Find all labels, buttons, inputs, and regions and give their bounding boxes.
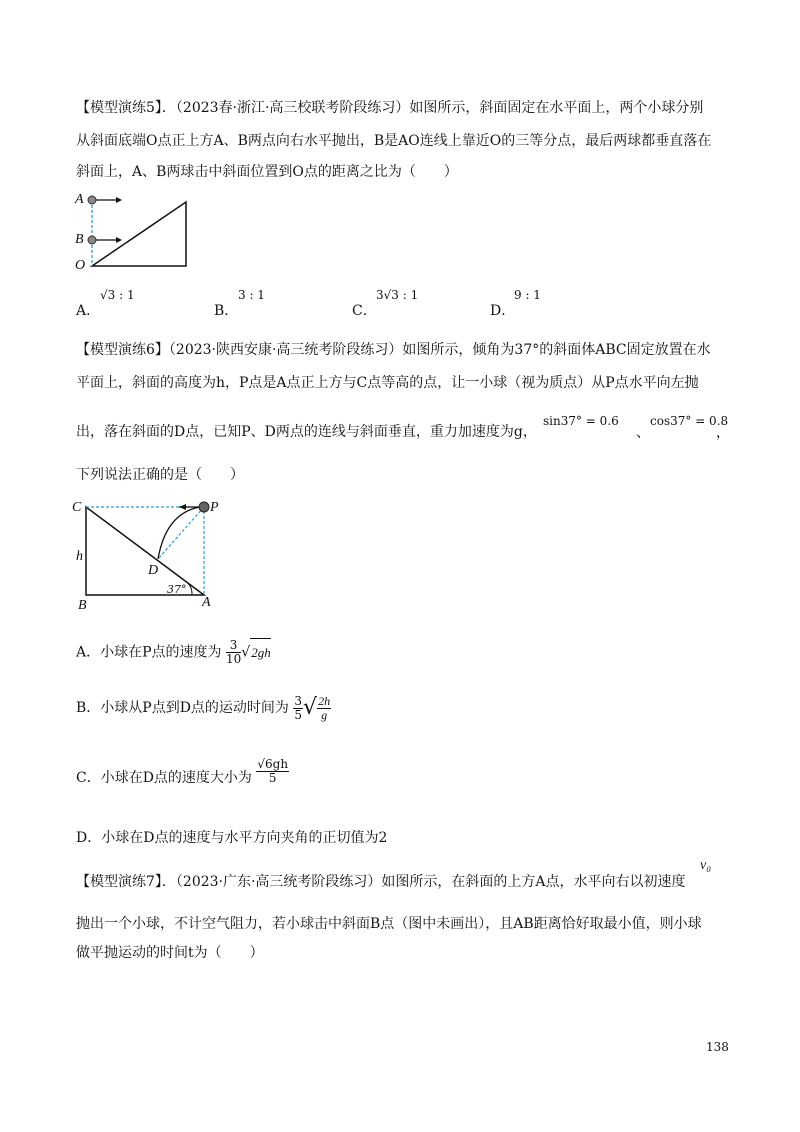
q5-option-b-value: 3 : 1: [238, 288, 265, 302]
q6-separator: 、: [636, 425, 650, 441]
q7-line-3: 做平抛运动的时间t为（ ）: [76, 945, 264, 961]
q6-option-d: D．小球在D点的速度与水平方向夹角的正切值为2: [76, 830, 388, 846]
q5-label-o: O: [75, 258, 86, 273]
q6-label-h: h: [76, 549, 83, 564]
q5-ball-a: [88, 196, 96, 204]
q6-angle-label: 37°: [167, 583, 187, 596]
q5-option-c-value: 3√3 : 1: [376, 288, 419, 302]
q6-label-c: C: [72, 500, 82, 515]
q5-line-3: 斜面上，A、B两球击中斜面位置到O点的距离之比为（ ）: [76, 164, 458, 180]
q6-option-b: B．小球从P点到D点的运动时间为 $\frac{3}{5}$ √ $\frac{2h}{g}$: [76, 693, 331, 722]
q5-option-a-label: A．: [76, 303, 101, 319]
q6-ball-p: [199, 502, 209, 512]
q6-label-b: B: [78, 598, 87, 613]
q7-line-2: 抛出一个小球，不计空气阻力，若小球击中斜面B点（图中未画出），且AB距离恰好取最小值，则小球: [76, 916, 702, 932]
q5-option-b-label: B．: [214, 303, 239, 319]
q5-option-d-label: D．: [490, 303, 516, 319]
q7-line-1: 【模型演练7】．（2023·广东·高三统考阶段练习）如图所示，在斜面的上方A点，水平向右以初速度: [76, 874, 686, 890]
q6-trajectory: [158, 507, 200, 559]
q6-incline: [86, 507, 204, 595]
q7-v0: v₀: [700, 858, 712, 873]
q6-label-a: A: [202, 595, 211, 610]
q5-incline: [92, 202, 186, 266]
q5-ball-b: [88, 236, 96, 244]
q6-option-a: A．小球在P点的速度为 $\frac{3}{10}$ √2gh: [76, 638, 271, 666]
q5-figure: [70, 190, 200, 270]
q5-arrow-a-icon: [116, 197, 122, 203]
q5-line-1: 【模型演练5】．（2023春·浙江·高三校联考阶段练习）如图所示，斜面固定在水平面上，两个小球分别: [76, 100, 704, 116]
q6-cos: cos37° = 0.8: [650, 414, 729, 428]
q6-label-p: P: [210, 500, 219, 515]
q6-line-3: 出，落在斜面的D点，已知P、D两点的连线与斜面垂直，重力加速度为g，: [76, 424, 537, 440]
q6-comma: ，: [716, 425, 730, 441]
q6-line-1: 【模型演练6】（2023·陕西安康·高三统考阶段练习）如图所示，倾角为37°的斜面体ABC固定放置在水: [76, 342, 711, 358]
q5-arrow-b-icon: [116, 237, 122, 243]
q6-figure: [70, 495, 230, 610]
q5-line-2: 从斜面底端O点正上方A、B两点向右水平抛出，B是AO连线上靠近O的三等分点，最后两球都垂直落在: [76, 133, 712, 149]
q5-option-c-label: C．: [352, 303, 377, 319]
q6-line-4: 下列说法正确的是（ ）: [76, 467, 244, 483]
q6-label-d: D: [148, 563, 159, 578]
q6-option-c: C．小球在D点的速度大小为 $\frac{√6gh}{5}$: [76, 757, 289, 786]
q5-label-b: B: [75, 232, 84, 247]
q5-option-a-value: √3 : 1: [100, 288, 135, 302]
q5-label-a: A: [75, 192, 84, 207]
q6-sin: sin37° = 0.6: [543, 414, 619, 428]
q6-line-2: 平面上，斜面的高度为h，P点是A点正上方与C点等高的点，让一小球（视为质点）从P点水平向左抛: [76, 375, 699, 391]
q5-option-d-value: 9 : 1: [514, 288, 541, 302]
page-number: 138: [706, 1040, 729, 1054]
